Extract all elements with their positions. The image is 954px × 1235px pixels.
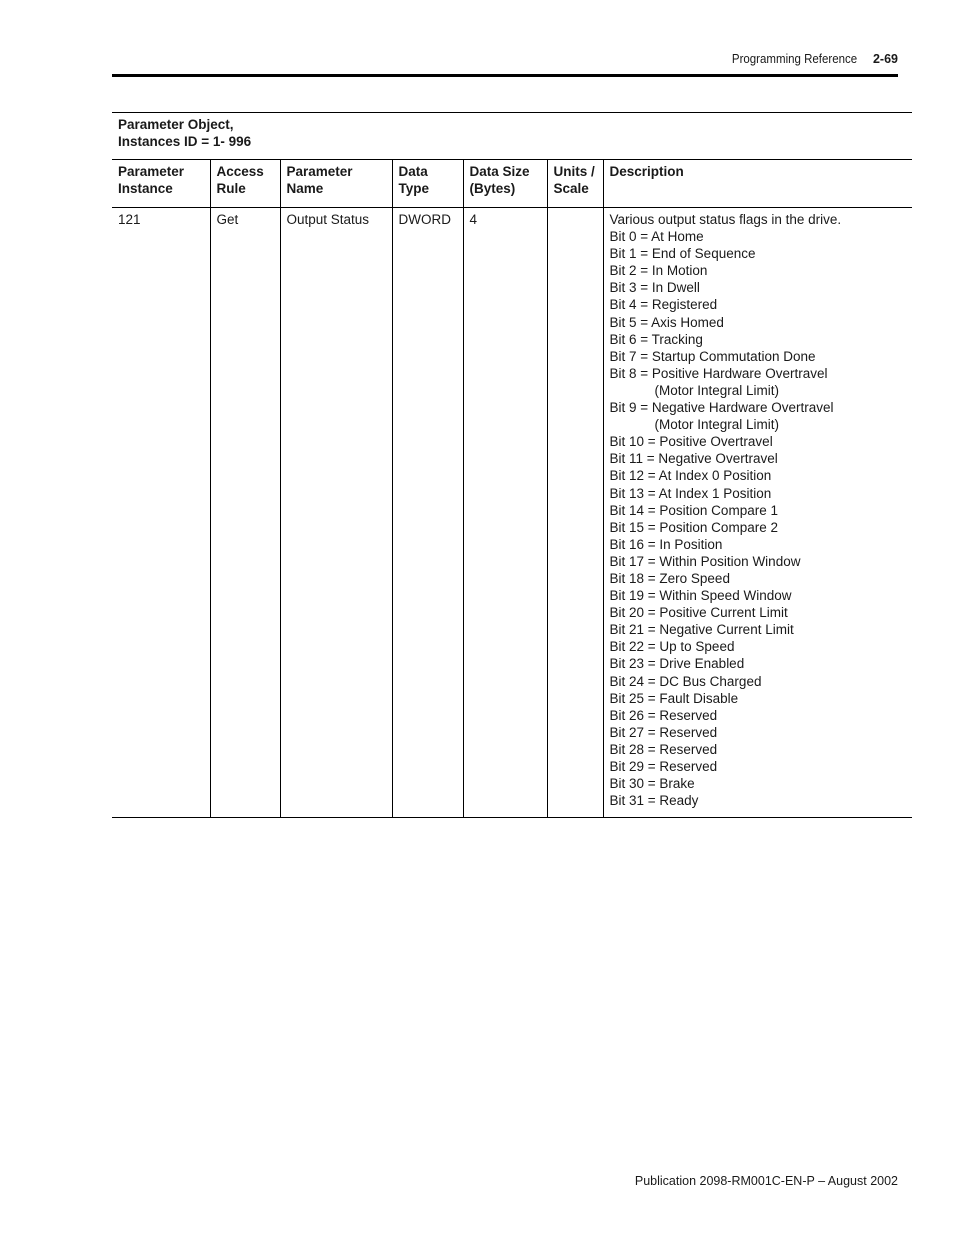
cell-data-size: 4 bbox=[463, 208, 547, 818]
header-text: Description bbox=[609, 164, 684, 179]
description-line: Bit 19 = Within Speed Window bbox=[609, 588, 792, 604]
page-header bbox=[721, 52, 898, 66]
description-line: Bit 28 = Reserved bbox=[609, 741, 718, 757]
description-line: Bit 25 = Fault Disable bbox=[609, 690, 739, 706]
header-parameter-instance bbox=[112, 160, 210, 208]
header-text: Data bbox=[398, 164, 428, 179]
description-line: Bit 20 = Positive Current Limit bbox=[609, 605, 788, 621]
description-line: Bit 21 = Negative Current Limit bbox=[609, 622, 794, 638]
object-title-line-1: Parameter Object, bbox=[118, 117, 234, 132]
description-line: Bit 5 = Axis Homed bbox=[609, 314, 724, 330]
description-line: Bit 12 = At Index 0 Position bbox=[609, 468, 772, 484]
header-data-size bbox=[463, 160, 547, 208]
description-line: (Motor Integral Limit) bbox=[654, 417, 780, 433]
description-line: Bit 15 = Position Compare 2 bbox=[609, 519, 778, 535]
header-text: Data Size bbox=[469, 164, 530, 179]
description-line: Bit 29 = Reserved bbox=[609, 759, 718, 774]
header-data-type bbox=[392, 160, 463, 208]
header-text: Name bbox=[286, 181, 324, 196]
description-line: Bit 26 = Reserved bbox=[609, 707, 718, 723]
header-text: Units / bbox=[553, 164, 595, 179]
object-title-line-2: Instances ID = 1- 996 bbox=[118, 134, 252, 149]
description-line: Bit 27 = Reserved bbox=[609, 724, 718, 740]
description-line: Bit 16 = In Position bbox=[609, 536, 723, 552]
cell-instance: 121 bbox=[112, 208, 210, 818]
description-line: Bit 3 = In Dwell bbox=[609, 280, 700, 296]
section-title: Programming Reference bbox=[732, 52, 858, 66]
description-line: Bit 4 = Registered bbox=[609, 297, 718, 313]
header-text: Type bbox=[398, 181, 430, 196]
cell-data-type: DWORD bbox=[392, 208, 463, 818]
description-line: (Motor Integral Limit) bbox=[654, 382, 780, 398]
description-line: Various output status flags in the drive. bbox=[609, 212, 842, 227]
header-text: Scale bbox=[553, 181, 589, 196]
description-line: Bit 7 = Startup Commutation Done bbox=[609, 348, 816, 364]
page-number: 2-69 bbox=[872, 52, 898, 66]
header-text: Instance bbox=[118, 181, 173, 196]
description-line: Bit 0 = At Home bbox=[609, 229, 704, 245]
column-header-row bbox=[112, 160, 912, 208]
header-text: Access bbox=[216, 164, 264, 179]
header-units-scale bbox=[547, 160, 603, 208]
description-line: Bit 11 = Negative Overtravel bbox=[609, 451, 778, 467]
cell-units-scale bbox=[547, 208, 603, 818]
header-text: Parameter bbox=[286, 164, 353, 179]
header-parameter-name bbox=[280, 160, 392, 208]
description-line: Bit 14 = Position Compare 1 bbox=[609, 502, 778, 518]
header-text: Rule bbox=[216, 181, 246, 196]
cell-description bbox=[603, 208, 912, 818]
publication-footer: Publication 2098-RM001C-EN-P – August 2002 bbox=[634, 1174, 898, 1188]
description-line: Bit 13 = At Index 1 Position bbox=[609, 485, 772, 501]
header-description bbox=[603, 160, 912, 208]
description-line: Bit 10 = Positive Overtravel bbox=[609, 434, 773, 450]
description-line: Bit 17 = Within Position Window bbox=[609, 553, 801, 569]
parameter-object-table bbox=[112, 112, 912, 818]
description-line: Bit 23 = Drive Enabled bbox=[609, 656, 745, 672]
cell-access-rule: Get bbox=[210, 208, 280, 818]
header-rule bbox=[112, 74, 898, 77]
object-title bbox=[112, 113, 912, 160]
header-text: Parameter bbox=[118, 164, 185, 179]
header-text: (Bytes) bbox=[469, 181, 516, 196]
description-line: Bit 30 = Brake bbox=[609, 776, 695, 792]
description-line: Bit 8 = Positive Hardware Overtravel bbox=[609, 365, 828, 381]
description-line: Bit 22 = Up to Speed bbox=[609, 639, 735, 655]
description-line: Bit 6 = Tracking bbox=[609, 331, 703, 347]
description-line: Bit 2 = In Motion bbox=[609, 263, 708, 279]
header-access-rule bbox=[210, 160, 280, 208]
description-line: Bit 18 = Zero Speed bbox=[609, 570, 730, 586]
cell-parameter-name: Output Status bbox=[280, 208, 392, 818]
table-row bbox=[112, 208, 912, 818]
description-line: Bit 31 = Ready bbox=[609, 793, 699, 809]
description-line: Bit 1 = End of Sequence bbox=[609, 246, 756, 262]
description-line: Bit 24 = DC Bus Charged bbox=[609, 673, 762, 689]
description-line: Bit 9 = Negative Hardware Overtravel bbox=[609, 400, 834, 416]
